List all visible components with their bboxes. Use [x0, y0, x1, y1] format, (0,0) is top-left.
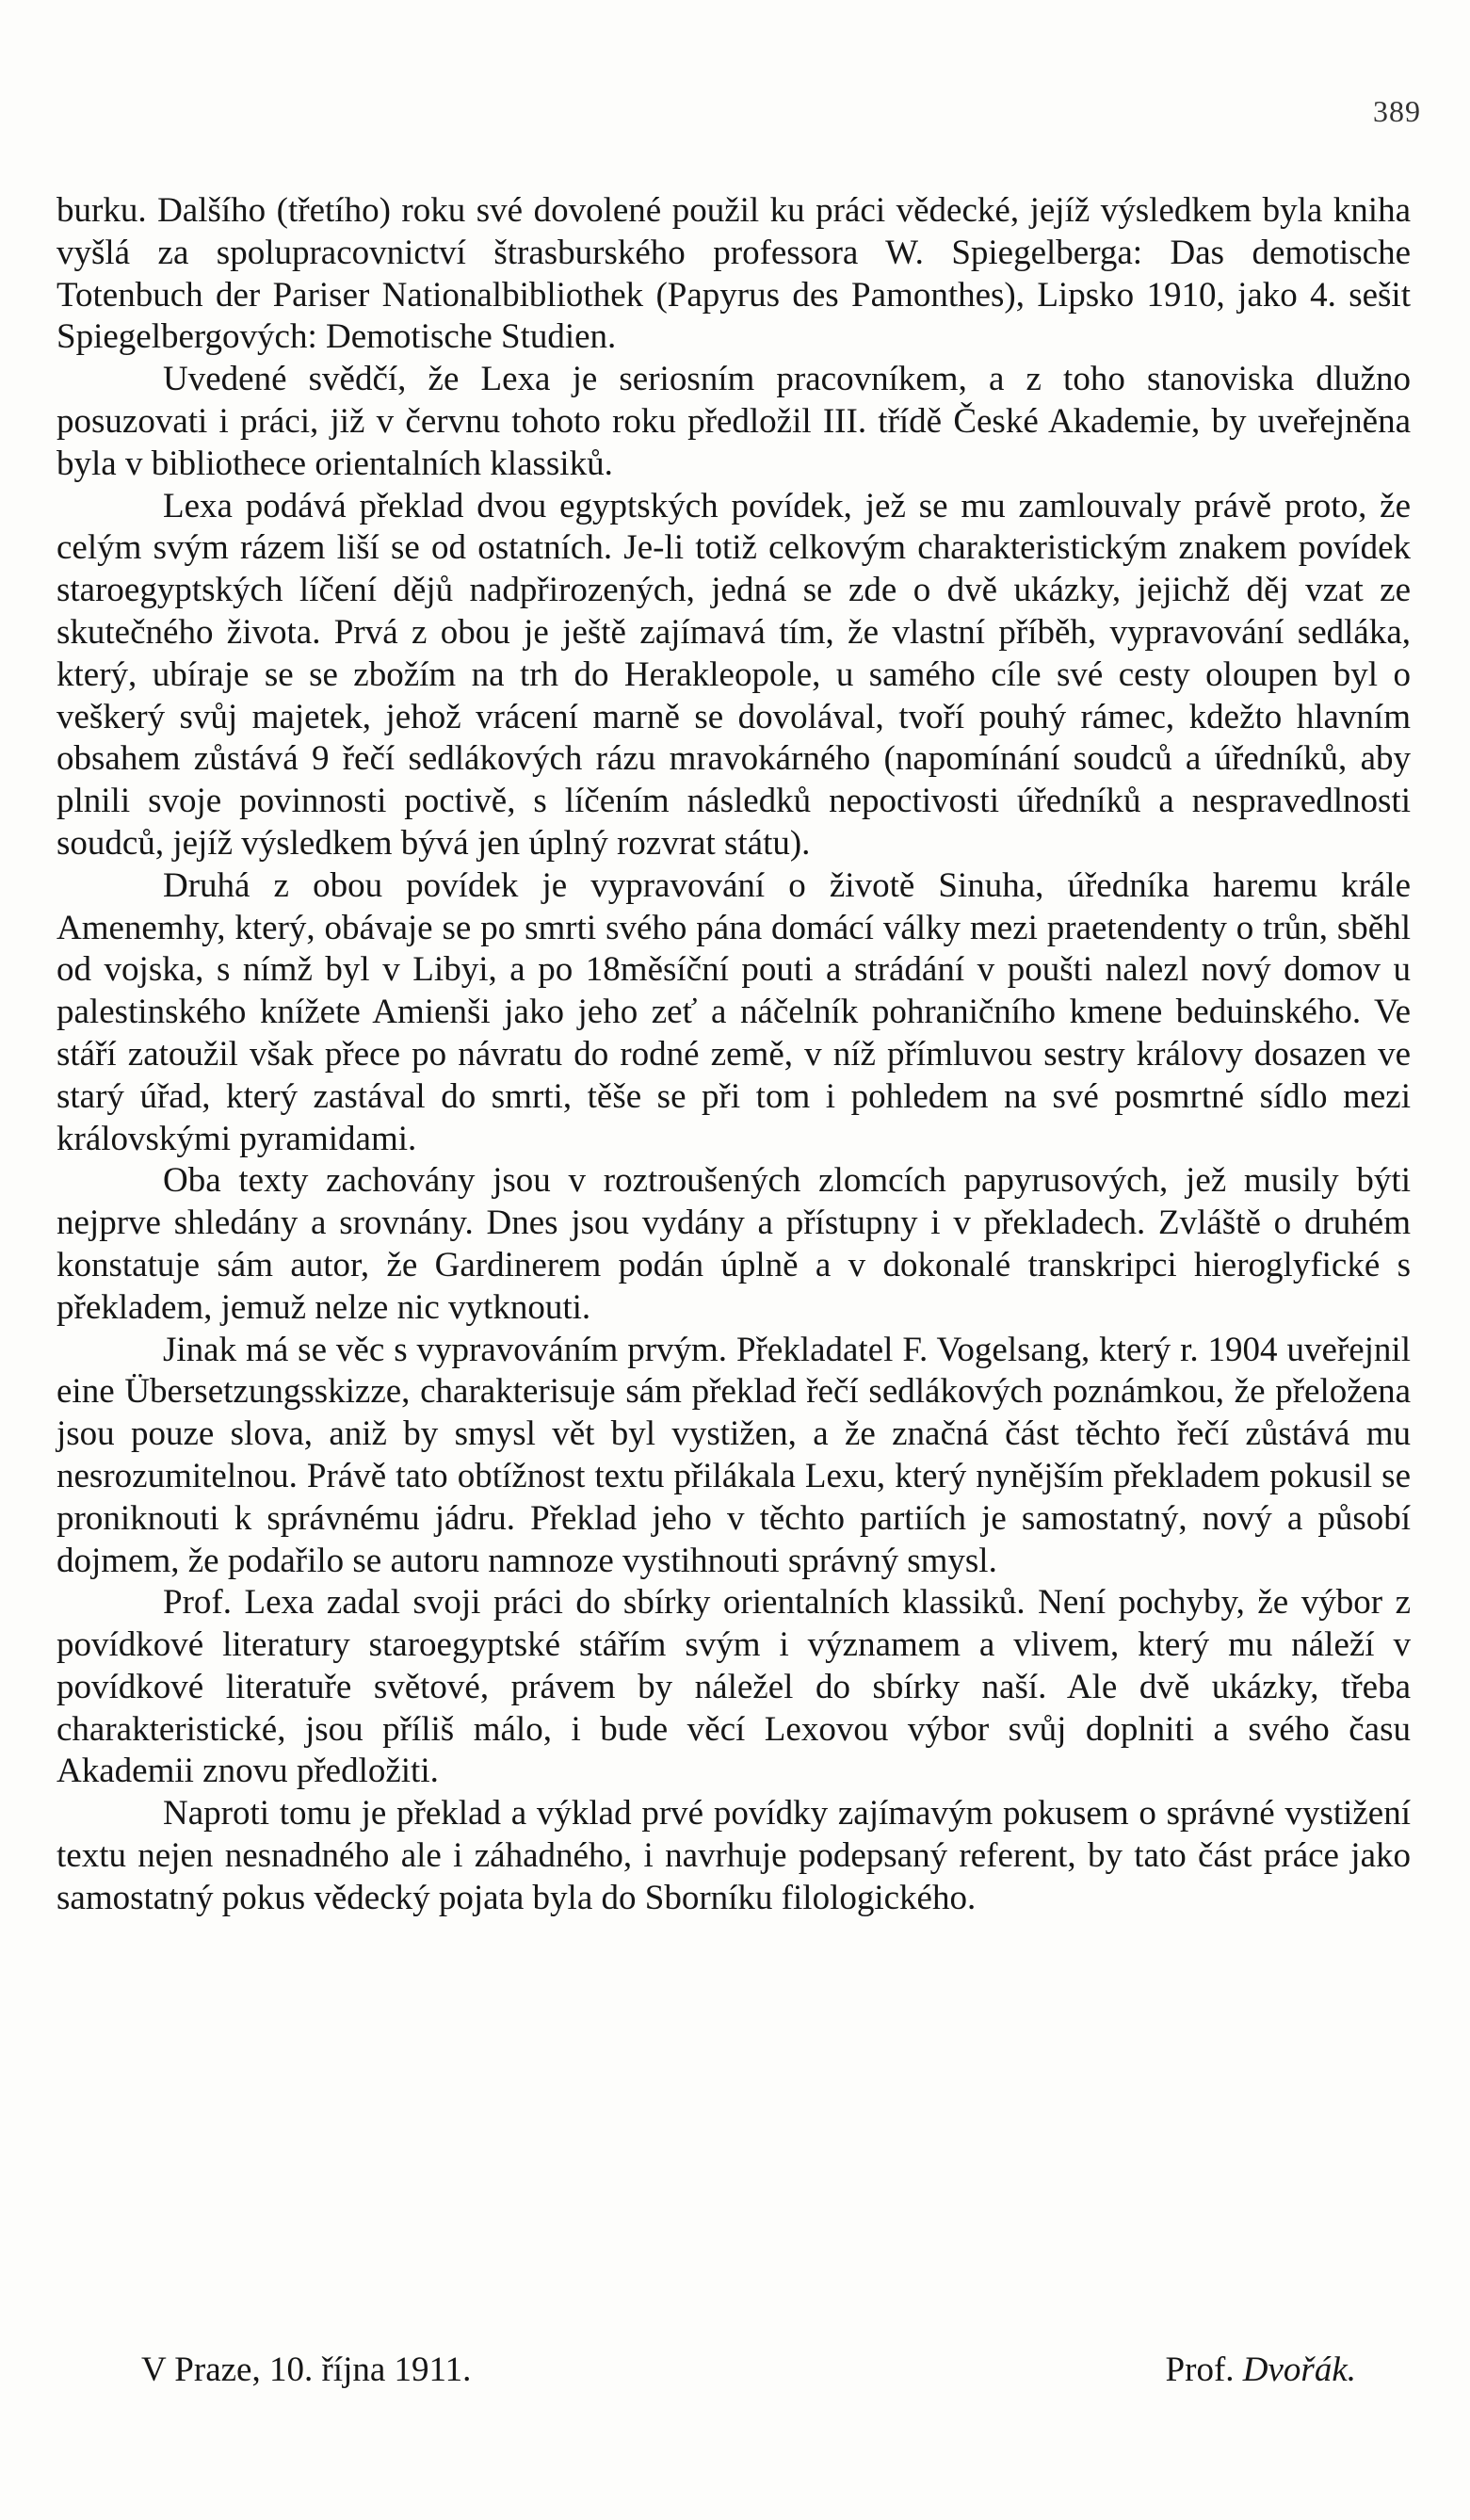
place-date: V Praze, 10. října 1911. [141, 2350, 472, 2389]
paragraph-5: Oba texty zachovány jsou v roztroušených zlomcích papyrusových, jež musily býti nejprve shledány a srovnány. Dnes jsou vydány a přístupny i v překladech. Zvláště o druhém konstatuje sám autor, že Gardinerem podán úplně a v dokonalé transkripci hieroglyfické s překladem, jemuž nelze nic vytknouti. [57, 1161, 1411, 1327]
paragraph-2: Uvedené svědčí, že Lexa je seriosním pracovníkem, a z toho stanoviska dlužno posuzovati i práci, již v červnu tohoto roku předložil III. třídě České Akademie, by uveřejněna byla v bibliothece orientalních klassiků. [57, 360, 1411, 483]
body-text [57, 190, 1411, 1920]
paragraph-6: Jinak má se věc s vypravováním prvým. Překladatel F. Vogelsang, který r. 1904 uveřejnil eine Übersetzungsskizze, charakterisuje sám překlad řečí sedlákových poznámkou, že přeložena jsou pouze slova, aniž by smysl vět byl vystižen, a že značná část těchto řečí zůstává mu nesrozumitelnou. Právě tato obtížnost textu přilákala Lexu, který nynějším překladem pokusil se proniknouti k správnému jádru. Překlad jeho v těchto partiích je samostatný, nový a působí dojmem, že podařilo se autoru namnoze vystihnouti správný smysl. [57, 1330, 1411, 1580]
signer-name: Dvořák. [1242, 2350, 1356, 2389]
paragraph-8: Naproti tomu je překlad a výklad prvé povídky zajímavým pokusem o správné vystižení textu nejen nesnadného ale i záhadného, i navrhuje podepsaný referent, by tato část práce jako samostatný pokus vědecký pojata byla do Sborníku filologického. [57, 1794, 1411, 1917]
paragraph-3: Lexa podává překlad dvou egyptských povídek, jež se mu zamlouvaly právě proto, že celým svým rázem liší se od ostatních. Je-li totiž celkovým charakteristickým znakem povídek staroegyptských líčení dějů nadpřirozených, jedná se zde o dvě ukázky, jejichž děj vzat ze skutečného života. Prvá z obou je ještě zajímavá tím, že vlastní příběh, vypravování sedláka, který, ubíraje se se zbožím na trh do Herakleopole, u samého cíle své cesty oloupen byl o veškerý svůj majetek, jehož vrácení marně se dovolával, tvoří pouhý rámec, kdežto hlavním obsahem zůstává 9 řečí sedlákových rázu mravokárného (napomínání soudců a úředníků, aby plnili svoje povinnosti poctivě, s líčením následků nepoctivosti úředníků a nespravedlnosti soudců, jejíž výsledkem bývá jen úplný rozvrat státu). [57, 486, 1411, 863]
paragraph-1: burku. Dalšího (třetího) roku své dovolené použil ku práci vědecké, jejíž výsledkem byla kniha vyšlá za spolupracovnictví štrasburského professora W. Spiegelberga: Das demotische Totenbuch der Pariser Nationalbibliothek (Papyrus des Pamonthes), Lipsko 1910, jako 4. sešit Spiegelbergových: Demotische Studien. [57, 191, 1411, 357]
signer-title: Prof. [1165, 2350, 1235, 2389]
paragraph-7: Prof. Lexa zadal svoji práci do sbírky orientalních klassiků. Není pochyby, že výbor z povídkové literatury staroegyptské stářím svým i významem a vlivem, který mu náleží v povídkové literatuře světové, právem by náležel do sbírky naší. Ale dvě ukázky, třeba charakteristické, jsou příliš málo, i bude věcí Lexovou výbor svůj doplniti a svého času Akademii znovu předložiti. [57, 1583, 1411, 1791]
signature [1166, 2349, 1356, 2392]
paragraph-4: Druhá z obou povídek je vypravování o životě Sinuha, úředníka haremu krále Amenemhy, který, obávaje se po smrti svého pána domácí války mezi praetendenty o trůn, sběhl od vojska, s nímž byl v Libyi, a po 18měsíční pouti a strádání v poušti nalezl nový domov u palestinského knížete Amienši jako jeho zeť a náčelník pohraničního kmene beduinského. Ve stáří zatoužil však přece po návratu do rodné země, v níž přímluvou sestry královy dosazen ve starý úřad, který zastával do smrti, těše se při tom i pohledem na své posmrtné sídlo mezi královskými pyramidami. [57, 865, 1411, 1158]
page-number: 389 [1373, 94, 1421, 128]
closing-line [141, 2349, 1356, 2392]
